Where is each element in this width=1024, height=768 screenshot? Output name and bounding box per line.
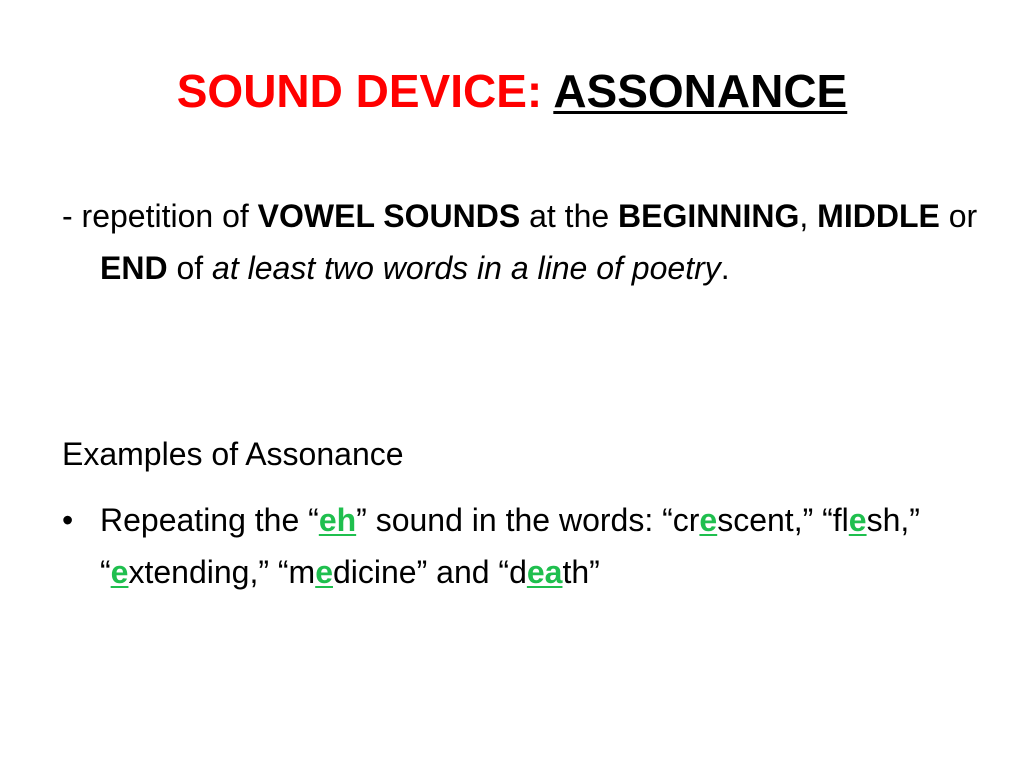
example-text-6: dicine” and “d [332,554,527,590]
bullet-icon: • [62,502,74,538]
definition-of: of [167,250,213,286]
title-main: ASSONANCE [553,65,848,117]
definition-dash-text: - repetition of [62,198,258,234]
definition-end: END [100,250,168,286]
example-text-2: ” sound in the words: “cr [356,502,700,538]
examples-heading: Examples of Assonance [62,436,404,472]
definition-beginning: BEGINNING [618,198,800,234]
title-prefix: SOUND DEVICE: [176,65,554,117]
definition-at-the: at the [520,198,619,234]
highlight-death-ea: ea [526,554,563,590]
definition-or: or [939,198,978,234]
example-bullet-item [62,494,980,598]
highlight-crescent-e: e [699,502,718,538]
slide-title [0,64,1024,119]
example-text-4: sh,” “ [100,502,920,590]
highlight-flesh-e: e [848,502,867,538]
definition-paragraph [62,190,980,294]
example-text-5: xtending,” “m [128,554,316,590]
definition-middle: MIDDLE [817,198,940,234]
example-text-1: Repeating the “ [100,502,319,538]
highlight-extending-e: e [110,554,129,590]
definition-period: . [720,250,730,286]
example-text-3: scent,” “fl [717,502,849,538]
example-text-7: th” [562,554,600,590]
definition-italic-phrase: at least two words in a line of poetry [212,250,721,286]
highlight-medicine-e: e [315,554,333,590]
highlight-eh: eh [318,502,357,538]
definition-comma: , [799,198,818,234]
definition-vowel-sounds: VOWEL SOUNDS [257,198,521,234]
